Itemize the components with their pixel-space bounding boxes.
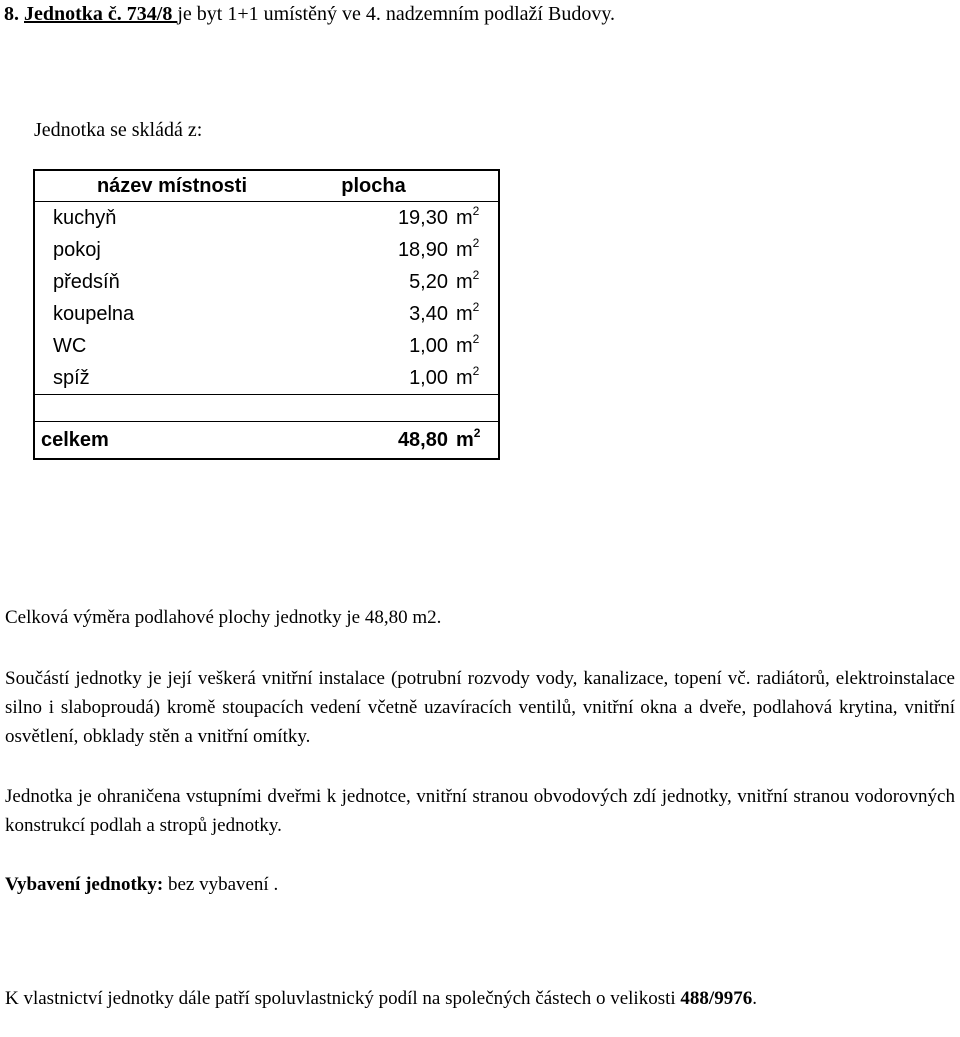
room-area-cell bbox=[309, 202, 499, 235]
area-unit: $m^2$ bbox=[456, 300, 480, 325]
ownership-end: . bbox=[752, 988, 757, 1009]
total-area-paragraph: Celková výměra podlahové plochy jednotky je 48,80 m2. bbox=[5, 607, 442, 628]
area-unit: $m^2$ bbox=[456, 426, 481, 451]
unit-description: je byt 1+1 umístěný ve 4. nadzemním podlaží Budovy. bbox=[177, 3, 616, 25]
table-row bbox=[34, 266, 499, 298]
equipment-value: bez vybavení . bbox=[163, 874, 279, 895]
header-area: plocha bbox=[309, 170, 499, 202]
table-row bbox=[34, 234, 499, 266]
total-label: celkem bbox=[41, 429, 109, 451]
area-unit: $m^2$ bbox=[456, 268, 480, 293]
room-area: 1,00 bbox=[409, 367, 448, 389]
room-name: spíž bbox=[53, 367, 90, 389]
room-name: kuchyň bbox=[53, 207, 117, 229]
section-number: 8. bbox=[4, 3, 19, 25]
area-unit: $m^2$ bbox=[456, 204, 480, 229]
equipment-paragraph bbox=[5, 870, 955, 899]
table-row bbox=[34, 362, 499, 395]
table-row bbox=[34, 330, 499, 362]
unit-label: Jednotka č. 734/8 bbox=[24, 3, 178, 25]
ownership-text: K vlastnictví jednotky dále patří spoluvlastnický podíl na společných částech o velikosti bbox=[5, 988, 681, 1009]
equipment-label: Vybavení jednotky: bbox=[5, 874, 164, 895]
total-area: 48,80 bbox=[397, 429, 448, 451]
room-area-cell bbox=[309, 266, 499, 298]
room-area: 18,90 bbox=[397, 239, 448, 261]
unit-bounds-paragraph: Jednotka je ohraničena vstupními dveřmi k jednotce, vnitřní stranou obvodových zdí jednotky, vnitřní stranou vodorovných konstrukcí podlah a stropů jednotky. bbox=[5, 786, 955, 836]
ownership-share: 488/9976 bbox=[680, 988, 753, 1009]
header-room-name: název místnosti bbox=[34, 170, 309, 202]
room-area: 3,40 bbox=[409, 303, 448, 325]
unit-heading bbox=[4, 3, 615, 26]
unit-parts-paragraph: Součástí jednotky je její veškerá vnitřní instalace (potrubní rozvody vody, kanalizace, topení vč. radiátorů, elektroinstalace silno i slaboproudá) kromě stoupacích vedení včetně uzavíracích ventilů, vnitřní okna a dveře, podlahová krytina, vnitřní osvětlení, obklady stěn a vnitřní omítky. bbox=[5, 668, 955, 747]
table-header-row bbox=[34, 170, 499, 202]
room-name: koupelna bbox=[53, 303, 135, 325]
intro-text: Jednotka se skládá z: bbox=[34, 119, 203, 141]
table-total-row bbox=[34, 422, 499, 460]
area-unit: $m^2$ bbox=[456, 236, 480, 261]
ownership-paragraph bbox=[5, 984, 955, 1013]
room-area-cell bbox=[309, 362, 499, 395]
room-name: WC bbox=[53, 335, 87, 357]
room-area-cell bbox=[309, 298, 499, 330]
table-row bbox=[34, 298, 499, 330]
table-spacer-row bbox=[34, 395, 499, 422]
room-name: předsíň bbox=[53, 271, 120, 293]
room-area-cell bbox=[309, 330, 499, 362]
room-name: pokoj bbox=[53, 239, 101, 261]
room-area: 1,00 bbox=[409, 335, 448, 357]
table-row bbox=[34, 202, 499, 235]
area-unit: $m^2$ bbox=[456, 364, 480, 389]
room-area: 19,30 bbox=[397, 207, 448, 229]
total-area-cell bbox=[309, 422, 499, 460]
room-area: 5,20 bbox=[409, 271, 448, 293]
area-unit: $m^2$ bbox=[456, 332, 480, 357]
room-table bbox=[33, 169, 500, 460]
room-area-cell bbox=[309, 234, 499, 266]
